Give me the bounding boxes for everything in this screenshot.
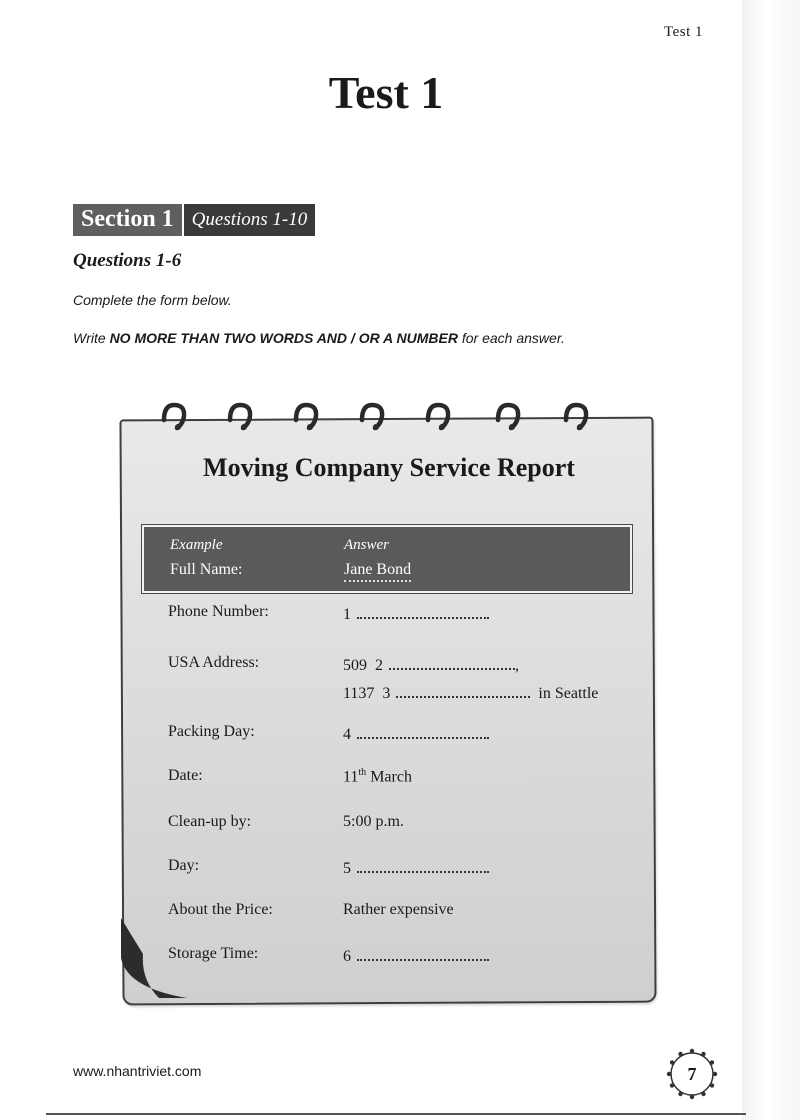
- section-banner: [73, 204, 315, 236]
- answer-heading: Answer: [344, 537, 389, 553]
- questions-heading: Questions 1-6: [73, 250, 182, 271]
- spiral-ring-icon: [160, 402, 188, 434]
- day-label: Day:: [168, 857, 200, 874]
- question-number: 1: [343, 606, 351, 623]
- address-comma: ,: [515, 657, 519, 674]
- question-number: 3: [382, 685, 391, 702]
- page-number: 7: [687, 1064, 697, 1084]
- page-title: Test 1: [328, 67, 444, 118]
- answer-dots: [396, 682, 530, 698]
- cleanup-value: 5:00 p.m.: [343, 813, 404, 830]
- storage-time-answer-blank[interactable]: [343, 945, 489, 966]
- example-field-label: Full Name:: [170, 561, 243, 578]
- answer-dots: [357, 945, 489, 961]
- form-title: Moving Company Service Report: [203, 453, 575, 482]
- price-label: About the Price:: [168, 901, 273, 918]
- instruction-line-1: Complete the form below.: [73, 292, 232, 308]
- question-number: 4: [343, 726, 351, 743]
- day-answer-blank[interactable]: [343, 857, 489, 878]
- date-suffix: th: [358, 767, 367, 778]
- city-text: in Seattle: [538, 685, 599, 702]
- spiral-ring-icon: [358, 402, 386, 434]
- phone-label: Phone Number:: [168, 603, 269, 620]
- section-questions: Questions 1-10: [184, 204, 316, 236]
- packing-day-label: Packing Day:: [168, 723, 255, 740]
- instruction-pre: Write: [73, 330, 110, 346]
- spiral-ring-icon: [424, 402, 452, 434]
- running-head: Test 1: [664, 24, 704, 40]
- example-row: [142, 525, 632, 593]
- date-value: [343, 767, 412, 786]
- answer-dots: [357, 603, 489, 619]
- address-line-2[interactable]: [343, 682, 598, 703]
- footer-url: www.nhantriviet.com: [73, 1063, 202, 1079]
- date-day: 11: [343, 768, 359, 786]
- date-month: March: [370, 768, 412, 786]
- spiral-ring-icon: [562, 402, 590, 434]
- example-heading: Example: [170, 537, 223, 553]
- packing-day-answer-blank[interactable]: [343, 723, 489, 744]
- address-number: 509: [343, 657, 367, 674]
- cleanup-label: Clean-up by:: [168, 813, 252, 830]
- spiral-ring-icon: [226, 402, 254, 434]
- page-edge-shadow: [742, 0, 800, 1120]
- instruction-post: for each answer.: [457, 330, 565, 346]
- question-number: 2: [375, 657, 383, 674]
- date-label: Date:: [168, 767, 203, 784]
- price-value: Rather expensive: [343, 901, 454, 918]
- spiral-ring-icon: [494, 402, 522, 434]
- example-answer: Jane Bond: [344, 561, 411, 582]
- answer-dots: [357, 857, 489, 873]
- section-label: Section 1: [73, 204, 182, 236]
- question-number: 5: [343, 860, 351, 877]
- answer-dots: [357, 723, 489, 739]
- answer-dots: [389, 654, 515, 670]
- address-label: USA Address:: [168, 654, 260, 671]
- address-number: 1137: [343, 685, 375, 702]
- address-line-1[interactable]: [343, 654, 519, 675]
- phone-answer-blank[interactable]: [343, 603, 489, 624]
- bottom-rule: [46, 1113, 746, 1115]
- instruction-line-2: [73, 330, 565, 346]
- storage-time-label: Storage Time:: [168, 945, 259, 962]
- instruction-bold: NO MORE THAN TWO WORDS AND / OR A NUMBER: [109, 330, 458, 346]
- spiral-ring-icon: [292, 402, 320, 434]
- question-number: 6: [343, 948, 351, 965]
